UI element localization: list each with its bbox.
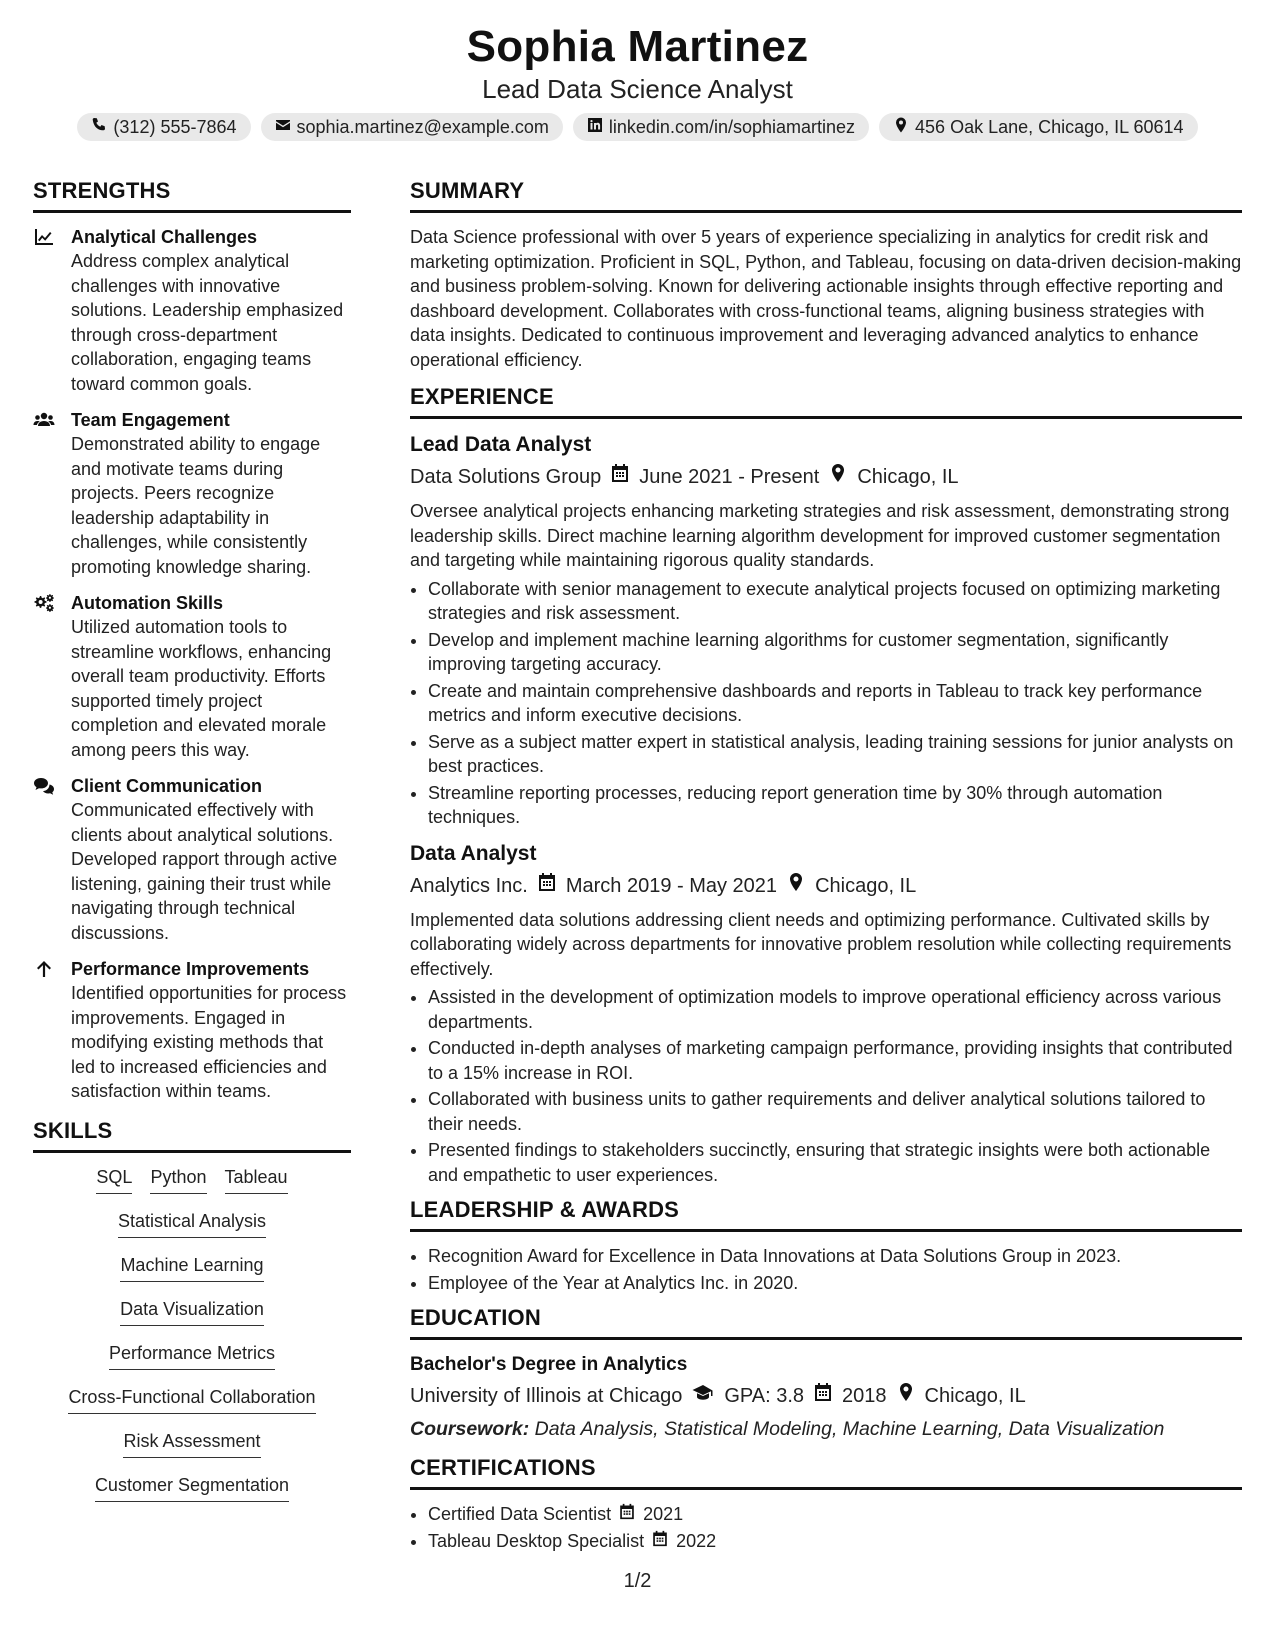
contact-linkedin-text: linkedin.com/in/sophiamartinez — [608, 116, 856, 137]
calendar-icon — [652, 1529, 668, 1554]
phone-icon — [91, 117, 107, 138]
degree-title: Bachelor's Degree in Analytics — [410, 1354, 688, 1375]
job-bullet: • Streamline reporting processes, reducing report generation time by 30% through automation techniques. — [428, 781, 1242, 830]
job-company: Analytics Inc. — [410, 874, 528, 897]
strength-title: Performance Improvements — [71, 959, 310, 979]
certification-item — [428, 1529, 1242, 1554]
education-meta — [410, 1382, 1242, 1410]
contact-address — [879, 113, 1198, 141]
skill-row — [33, 1341, 351, 1370]
skills-list — [33, 1165, 351, 1502]
calendar-icon — [538, 872, 556, 900]
education-heading: EDUCATION — [410, 1305, 1242, 1340]
job-bullets — [410, 985, 1242, 1187]
contact-phone-text: (312) 555-7864 — [113, 116, 237, 137]
skill-tag: Machine Learning — [120, 1253, 263, 1282]
contact-phone[interactable] — [77, 113, 250, 141]
envelope-icon — [275, 117, 291, 138]
certification-year: 2022 — [676, 1530, 717, 1551]
certification-year: 2021 — [643, 1504, 684, 1524]
map-pin-icon — [829, 463, 847, 491]
strengths-heading: STRENGTHS — [33, 178, 351, 213]
strength-desc: Identified opportunities for process improvements. Engaged in modifying existing methods that led to increased efficiencies and satisfaction within teams. — [71, 983, 347, 1101]
job-meta — [410, 463, 1242, 491]
job-bullet: • Serve as a subject matter expert in statistical analysis, leading training sessions for junior analysts on best practices. — [428, 730, 1242, 779]
contact-address-text: 456 Oak Lane, Chicago, IL 60614 — [915, 116, 1184, 137]
leadership-heading: LEADERSHIP & AWARDS — [410, 1197, 1242, 1232]
job-bullet: • Presented findings to stakeholders succinctly, ensuring that strategic insights were both actionable and empathetic to user experiences. — [428, 1138, 1242, 1187]
calendar-icon — [611, 463, 629, 491]
job-title: Lead Data Analyst — [410, 433, 592, 456]
strength-item — [33, 774, 351, 945]
certification-name: • Certified Data Scientist — [428, 1504, 612, 1524]
job-summary: Implemented data solutions addressing client needs and optimizing performance. Cultivated skills by collaborating widely across departments for innovative problem resolution while collecting requirements effectively. — [410, 909, 1232, 979]
contact-email-text: sophia.martinez@example.com — [296, 116, 549, 137]
strength-title: Team Engagement — [71, 410, 230, 430]
skill-row — [33, 1473, 351, 1502]
strength-desc: Demonstrated ability to engage and motivate teams during projects. Peers recognize leadership adaptability in challenges, while consistently promoting knowledge sharing. — [71, 434, 321, 577]
skill-tag: Customer Segmentation — [95, 1473, 289, 1502]
job-entry — [410, 840, 1242, 1188]
skill-tag: SQL — [96, 1165, 132, 1194]
strength-desc: Communicated effectively with clients about analytical solutions. Developed rapport through active listening, gaining their trust while navigating through technical discussions. — [71, 800, 338, 943]
contact-bar — [0, 113, 1275, 141]
job-dates: March 2019 - May 2021 — [565, 874, 778, 897]
skill-tag: Performance Metrics — [109, 1341, 275, 1370]
job-meta — [410, 872, 1242, 900]
certification-item — [428, 1502, 1242, 1527]
summary-heading: SUMMARY — [410, 178, 1242, 213]
comments-icon — [33, 774, 59, 945]
users-icon — [33, 408, 59, 579]
candidate-name: Sophia Martinez — [466, 22, 809, 71]
strength-item — [33, 957, 351, 1104]
job-company: Data Solutions Group — [410, 466, 602, 488]
gpa: GPA: 3.8 — [724, 1385, 805, 1407]
gears-icon — [33, 591, 59, 762]
certifications-list — [410, 1502, 1242, 1553]
strength-item — [33, 591, 351, 762]
contact-linkedin[interactable] — [573, 113, 869, 141]
skill-row — [33, 1165, 351, 1194]
candidate-headline: Lead Data Science Analyst — [482, 74, 793, 104]
contact-email[interactable] — [261, 113, 563, 141]
job-bullet: • Create and maintain comprehensive dashboards and reports in Tableau to track key performance metrics and inform executive decisions. — [428, 679, 1242, 728]
job-bullet: • Conducted in-depth analyses of marketing campaign performance, providing insights that contributed to a 15% increase in ROI. — [428, 1036, 1242, 1085]
job-bullet: • Assisted in the development of optimization models to improve operational efficiency across various departments. — [428, 985, 1242, 1034]
skill-tag: Risk Assessment — [123, 1429, 260, 1458]
right-column — [410, 178, 1242, 1563]
map-pin-icon — [897, 1382, 915, 1410]
job-bullet: • Develop and implement machine learning algorithms for customer segmentation, significantly improving targeting accuracy. — [428, 628, 1242, 677]
certifications-heading: CERTIFICATIONS — [410, 1455, 1242, 1490]
left-column — [33, 178, 351, 1517]
arrow-up-icon — [33, 957, 59, 1104]
skill-row — [33, 1209, 351, 1238]
skill-tag: Statistical Analysis — [118, 1209, 266, 1238]
map-pin-icon — [787, 872, 805, 900]
page-number: 1/2 — [623, 1570, 652, 1592]
job-summary: Oversee analytical projects enhancing marketing strategies and risk assessment, demonstrating strong leadership skills. Direct machine learning algorithm development for improved customer segmentation and targeting while maintaining rigorous quality standards. — [410, 501, 1230, 570]
summary-text: Data Science professional with over 5 years of experience specializing in analytics for credit risk and marketing optimization. Proficient in SQL, Python, and Tableau, focusing on data-driven decision-making and business problem-solving. Known for delivering actionable insights through effective reporting and dashboard development. Collaborates with cross-functional teams, aligning business strategies with data insights. Dedicated to continuous improvement and leveraging advanced analytics to enhance operational efficiency. — [410, 227, 1242, 370]
strength-title: Analytical Challenges — [71, 227, 258, 247]
skill-tag: Python — [150, 1165, 206, 1194]
line-chart-icon — [33, 225, 59, 396]
skills-heading: SKILLS — [33, 1118, 351, 1153]
skill-tag: Data Visualization — [120, 1297, 264, 1326]
calendar-icon — [814, 1382, 832, 1410]
strength-desc: Address complex analytical challenges with innovative solutions. Leadership emphasized through cross-department collaboration, engaging teams toward common goals. — [71, 251, 344, 394]
job-dates: June 2021 - Present — [639, 466, 820, 488]
school-name: University of Illinois at Chicago — [410, 1385, 683, 1407]
job-bullets — [410, 577, 1242, 830]
experience-heading: EXPERIENCE — [410, 384, 1242, 419]
job-bullet: • Collaborate with senior management to execute analytical projects focused on optimizing marketing strategies and risk assessment. — [428, 577, 1242, 626]
school-location: Chicago, IL — [924, 1385, 1026, 1407]
map-pin-icon — [893, 117, 909, 138]
skill-row — [33, 1253, 351, 1282]
job-title: Data Analyst — [410, 841, 537, 865]
linkedin-icon — [587, 117, 603, 138]
coursework-list: Data Analysis, Statistical Modeling, Machine Learning, Data Visualization — [534, 1418, 1165, 1440]
job-bullet: • Collaborated with business units to gather requirements and deliver analytical solutions tailored to their needs. — [428, 1087, 1242, 1136]
skill-tag: Cross-Functional Collaboration — [68, 1385, 315, 1414]
leadership-list — [410, 1244, 1242, 1295]
job-entry — [410, 431, 1242, 830]
strength-desc: Utilized automation tools to streamline workflows, enhancing overall team productivity. Efforts supported timely project completion and elevated morale among peers this way. — [71, 617, 332, 760]
strength-title: Automation Skills — [71, 593, 224, 613]
coursework-label: Coursework: — [410, 1418, 530, 1440]
strength-item — [33, 225, 351, 396]
strength-item — [33, 408, 351, 579]
coursework — [410, 1418, 1242, 1441]
job-location: Chicago, IL — [857, 466, 959, 488]
calendar-icon — [619, 1502, 635, 1527]
skill-row — [33, 1385, 351, 1414]
graduation-year: 2018 — [842, 1385, 887, 1407]
award-item: • Recognition Award for Excellence in Data Innovations at Data Solutions Group in 2023. — [428, 1244, 1242, 1269]
strength-title: Client Communication — [71, 776, 263, 796]
certification-name: • Tableau Desktop Specialist — [428, 1530, 645, 1551]
job-location: Chicago, IL — [815, 874, 917, 897]
skill-row — [33, 1297, 351, 1326]
award-item: • Employee of the Year at Analytics Inc. in 2020. — [428, 1271, 1242, 1296]
skill-row — [33, 1429, 351, 1458]
graduation-cap-icon — [692, 1382, 714, 1410]
skill-tag: Tableau — [225, 1165, 288, 1194]
